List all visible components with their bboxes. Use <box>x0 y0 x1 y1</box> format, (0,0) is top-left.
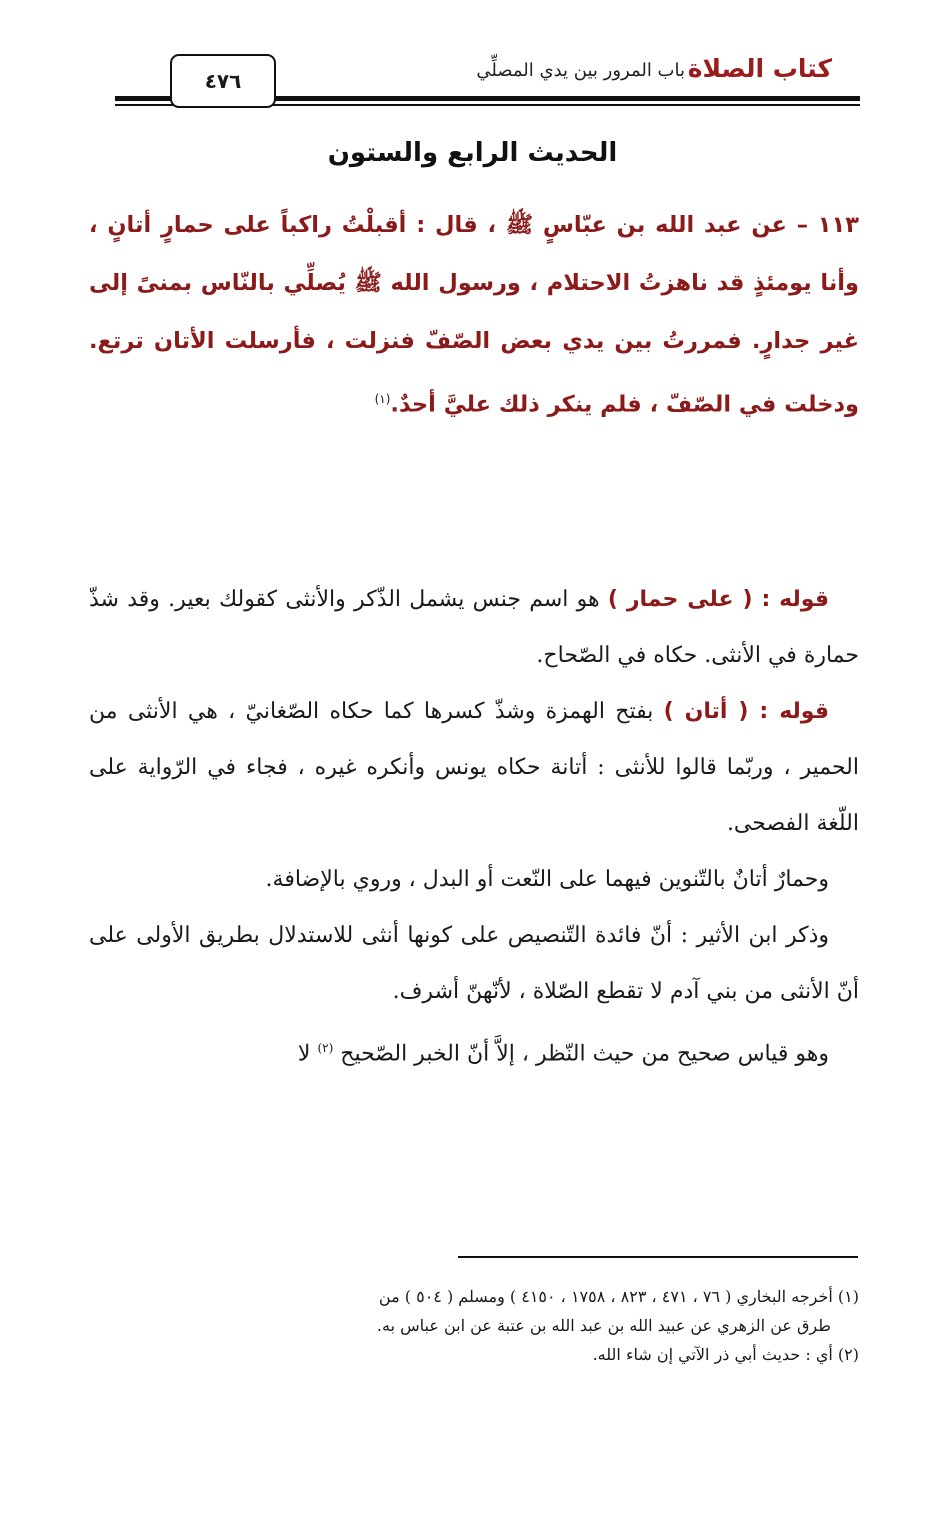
commentary <box>89 572 859 1082</box>
hadith-text <box>89 196 859 434</box>
footnote-1-continued: طرق عن الزهري عن عبيد الله بن عبد الله بن عتبة عن ابن عباس به. <box>376 1316 831 1335</box>
lead-phrase-2: قوله : ( أتان ) <box>663 699 829 724</box>
footnote-ref-1[interactable]: (١) <box>374 392 391 406</box>
commentary-paragraph-1 <box>89 572 859 684</box>
chapter-title: باب المرور بين يدي المصلِّي <box>476 60 685 81</box>
lead-phrase-1: قوله : ( على حمار ) <box>607 587 829 612</box>
page-number: ٤٧٦ <box>170 54 276 108</box>
hadith-body: ١١٣ – عن عبد الله بن عبّاسٍ ﷺ ، قال : أقبلْتُ راكباً على حمارٍ أتانٍ ، وأنا يومئذٍ قد ناهزتُ الاحتلام ، ورسول الله ﷺ يُصلِّي بالنّاس بمنىً إلى غير جدارٍ. فمررتُ بين يدي بعض الصّفّ فنزلت ، فأرسلت الأتان ترتع. ودخلت في الصّفّ ، فلم ينكر ذلك عليَّ أحدٌ. <box>89 212 859 418</box>
paragraph-5-text: وهو قياس صحيح من حيث النّظر ، إلاَّ أنّ الخبر الصّحيح <box>333 1041 829 1067</box>
commentary-paragraph-4: وذكر ابن الأثير : أنّ فائدة التّنصيص على كونها أنثى للاستدلال بطريق الأولى على أنّ الأنثى من بني آدم لا تقطع الصّلاة ، لأنّهنّ أشرف. <box>89 923 859 1004</box>
commentary-paragraph-2 <box>89 684 859 852</box>
paragraph-1-text: هو اسم جنس يشمل الذّكر والأنثى كقولك بعير. وقد شذّ حمارة في الأنثى. حكاه في الصّحاح. <box>89 587 859 668</box>
book-title: كتاب الصلاة <box>687 54 832 83</box>
footnotes <box>84 1282 859 1369</box>
commentary-paragraph-5 <box>89 1020 859 1082</box>
commentary-paragraph-3: وحمارٌ أتانٌ بالتّنوين فيهما على النّعت أو البدل ، وروي بالإضافة. <box>265 867 829 892</box>
page-header <box>115 50 860 110</box>
footnote-2: (٢) أي : حديث أبي ذر الآتي إن شاء الله. <box>592 1345 859 1364</box>
footnote-separator <box>458 1256 858 1258</box>
paragraph-2-text: بفتح الهمزة وشذّ كسرها كما حكاه الصّغانيّ ، هي الأنثى من الحمير ، وربّما قالوا للأنثى : أتانة حكاه يونس وأنكره غيره ، فجاء في الرّواية على اللّغة الفصحى. <box>89 699 859 836</box>
footnote-ref-2[interactable]: (٢) <box>317 1041 334 1055</box>
footnote-1: (١) أخرجه البخاري ( ٧٦ ، ٤٧١ ، ٨٢٣ ، ١٧٥٨ ، ٤١٥٠ ) ومسلم ( ٥٠٤ ) من <box>378 1287 859 1306</box>
paragraph-5-tail: لا <box>297 1041 318 1067</box>
hadith-title: الحديث الرابع والستون <box>327 138 618 168</box>
